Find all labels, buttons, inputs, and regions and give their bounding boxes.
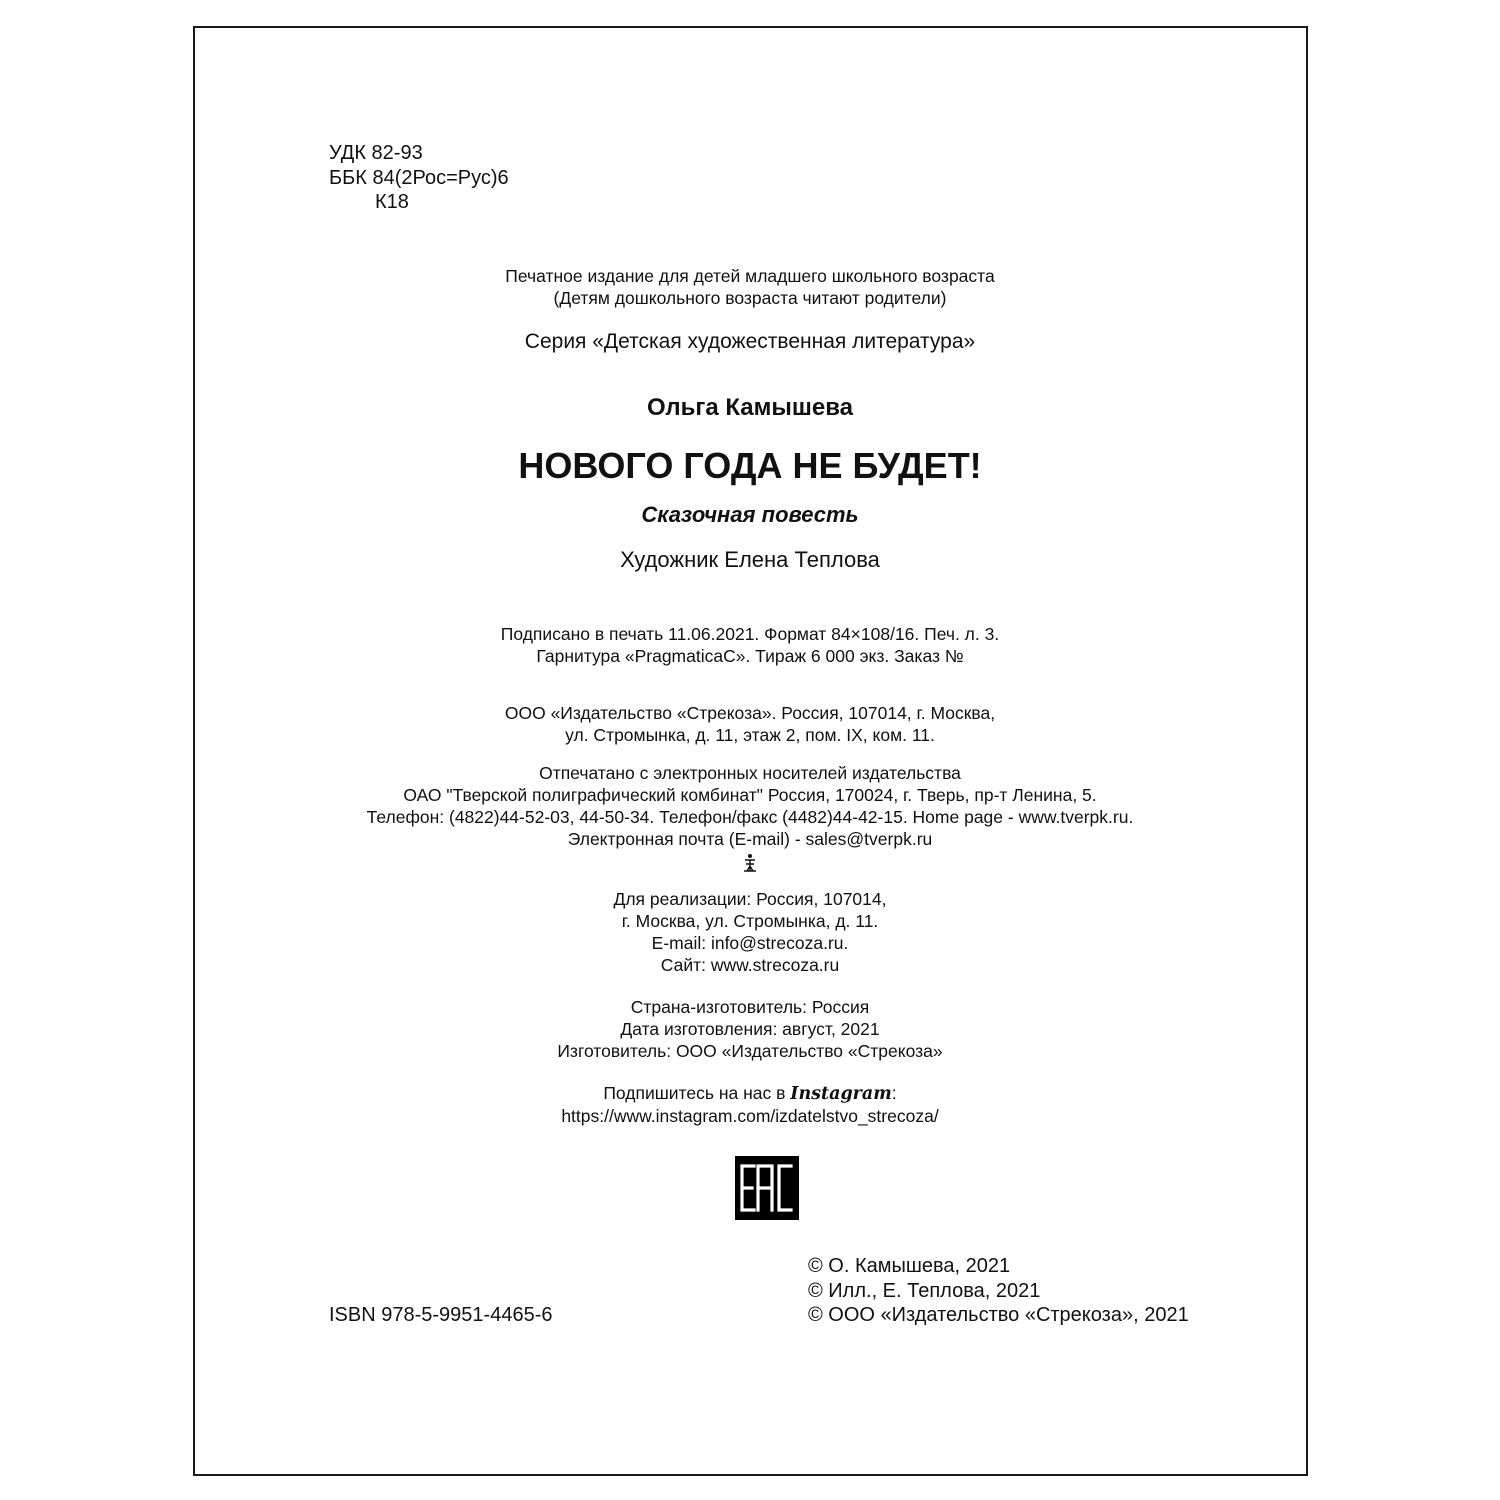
imprint-line: Электронная почта (E-mail) - sales@tverpk.ru <box>567 829 933 849</box>
copyright-author: © О. Камышева, 2021 <box>808 1255 1011 1277</box>
copyright-illustrator: © Илл., Е. Теплова, 2021 <box>808 1280 1041 1302</box>
udk-code: УДК 82-93 <box>329 142 423 164</box>
illustrator-credit: Художник Елена Теплова <box>620 547 880 572</box>
imprint-line: E-mail: info@strecoza.ru. <box>651 933 849 953</box>
author-mark: К18 <box>375 191 409 213</box>
page-frame <box>193 26 1308 1476</box>
book-subtitle: Сказочная повесть <box>641 502 859 527</box>
imprint-line: Гарнитура «PragmaticaC». Тираж 6 000 экз. Заказ № <box>536 646 964 666</box>
series-line: Серия «Детская художественная литература» <box>524 330 976 353</box>
imprint-line: Дата изготовления: август, 2021 <box>620 1019 880 1039</box>
imprint-line: Страна-изготовитель: Россия <box>630 997 870 1017</box>
imprint-line: ОАО "Тверской полиграфический комбинат" Россия, 170024, г. Тверь, пр-т Ленина, 5. <box>403 785 1097 805</box>
instagram-prefix: Подпишитесь на нас в <box>603 1083 791 1103</box>
author-name: Ольга Камышева <box>646 394 854 421</box>
copyright-publisher: © ООО «Издательство «Стрекоза», 2021 <box>808 1304 1189 1326</box>
bbk-code: ББК 84(2Рос=Рус)6 <box>329 167 509 189</box>
imprint-line: Подписано в печать 11.06.2021. Формат 84×108/16. Печ. л. 3. <box>500 624 1000 644</box>
imprint-line: Изготовитель: ООО «Издательство «Стрекоза» <box>557 1041 943 1061</box>
age-note: Печатное издание для детей младшего школьного возраста <box>505 266 995 286</box>
imprint-line: Для реализации: Россия, 107014, <box>613 889 887 909</box>
imprint-line: Телефон: (4822)44-52-03, 44-50-34. Телефон/факс (4482)44-42-15. Home page - www.tverpk.ru. <box>366 807 1134 827</box>
book-title: НОВОГО ГОДА НЕ БУДЕТ! <box>518 445 982 486</box>
instagram-suffix: : <box>891 1083 897 1103</box>
isbn: ISBN 978-5-9951-4465-6 <box>329 1304 553 1326</box>
age-note-sub: (Детям дошкольного возраста читают родители) <box>553 288 947 308</box>
printer-logo-icon <box>742 853 758 873</box>
instagram-url[interactable]: https://www.instagram.com/izdatelstvo_strecoza/ <box>561 1106 939 1126</box>
imprint-line: ул. Стромынка, д. 11, этаж 2, пом. IX, ком. 11. <box>565 725 935 745</box>
imprint-line: ООО «Издательство «Стрекоза». Россия, 107014, г. Москва, <box>504 703 996 723</box>
imprint-line: Сайт: www.strecoza.ru <box>660 955 840 975</box>
instagram-wordmark: Instagram <box>790 1084 892 1104</box>
instagram-line <box>0 1085 1500 1104</box>
eac-mark-icon <box>735 1156 799 1220</box>
imprint-line: Отпечатано с электронных носителей издательства <box>539 763 961 783</box>
imprint-line: г. Москва, ул. Стромынка, д. 11. <box>621 911 879 931</box>
